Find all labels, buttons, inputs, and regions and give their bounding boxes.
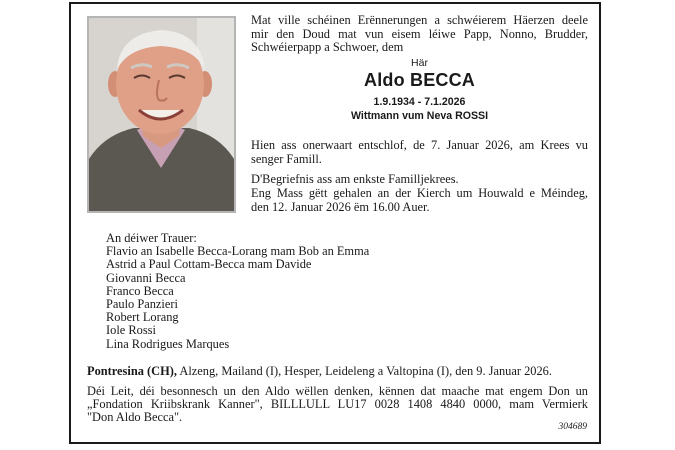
reference-number: 304689: [558, 422, 587, 432]
death-line: senger Famill.: [251, 151, 322, 166]
mass-line: den 12. Januar 2026 ëm 16.00 Auer.: [251, 199, 430, 214]
mourner-item: Franco Becca: [106, 283, 174, 298]
mass-line: Eng Mass gëtt gehalen an der Kierch um Houwald e Méindeg,: [251, 186, 588, 200]
mourners-heading: An déiwer Trauer:: [106, 231, 197, 245]
mourner-item: Giovanni Becca: [106, 270, 186, 285]
death-line: Hien ass onerwaart entschlof, de 7. Januar 2026, am Krees vu: [251, 138, 588, 152]
place-bold: Pontresina (CH),: [87, 364, 177, 378]
mourner-item: Robert Lorang: [106, 310, 179, 325]
donation-line: „Fondation Kriibskrank Kanner", BILLLULL LU17 0028 1408 4840 0000, mam Vermierk: [87, 397, 588, 412]
donation-paragraph: [87, 385, 588, 425]
intro-text: [251, 14, 588, 55]
mass-paragraph: [251, 187, 588, 214]
portrait-photo: [87, 16, 236, 213]
mourner-item: Lina Rodrigues Marques: [106, 336, 230, 351]
mourners-list: [106, 232, 369, 351]
donation-line: "Don Aldo Becca".: [87, 410, 183, 425]
funeral-paragraph: D'Begriefnis ass am enkste Familljekrees.: [251, 172, 459, 186]
intro-line: Schwéierpapp a Schwoer, dem: [251, 40, 404, 55]
death-paragraph: [251, 139, 588, 166]
intro-line: mir den Doud mat vun eisem léiwe Papp, Nonno, Brudder,: [251, 26, 588, 41]
mourner-item: Paulo Panzieri: [106, 297, 178, 312]
honorific: Här: [411, 57, 428, 69]
mourner-item: Astrid a Paul Cottam-Becca mam Davide: [106, 257, 312, 272]
mourner-item: Flavio an Isabelle Becca-Lorang mam Bob an Emma: [106, 244, 370, 259]
deceased-name: Aldo BECCA: [364, 70, 475, 90]
donation-line: Déi Leit, déi besonnesch un den Aldo wëllen denken, kënnen dat maache mat engem Don un: [87, 384, 588, 398]
place-rest: Alzeng, Mailand (I), Hesper, Leideleng a Valtopina (I), den 9. Januar 2026.: [176, 364, 552, 378]
intro-line: Mat ville schéinen Erënnerungen a schwéierem Häerzen deele: [251, 13, 588, 27]
mourner-item: Iole Rossi: [106, 323, 156, 338]
spouse-line: Wittmann vum Neva ROSSI: [350, 110, 489, 122]
place-date-line: [87, 364, 588, 378]
life-dates: 1.9.1934 - 7.1.2026: [373, 96, 466, 108]
